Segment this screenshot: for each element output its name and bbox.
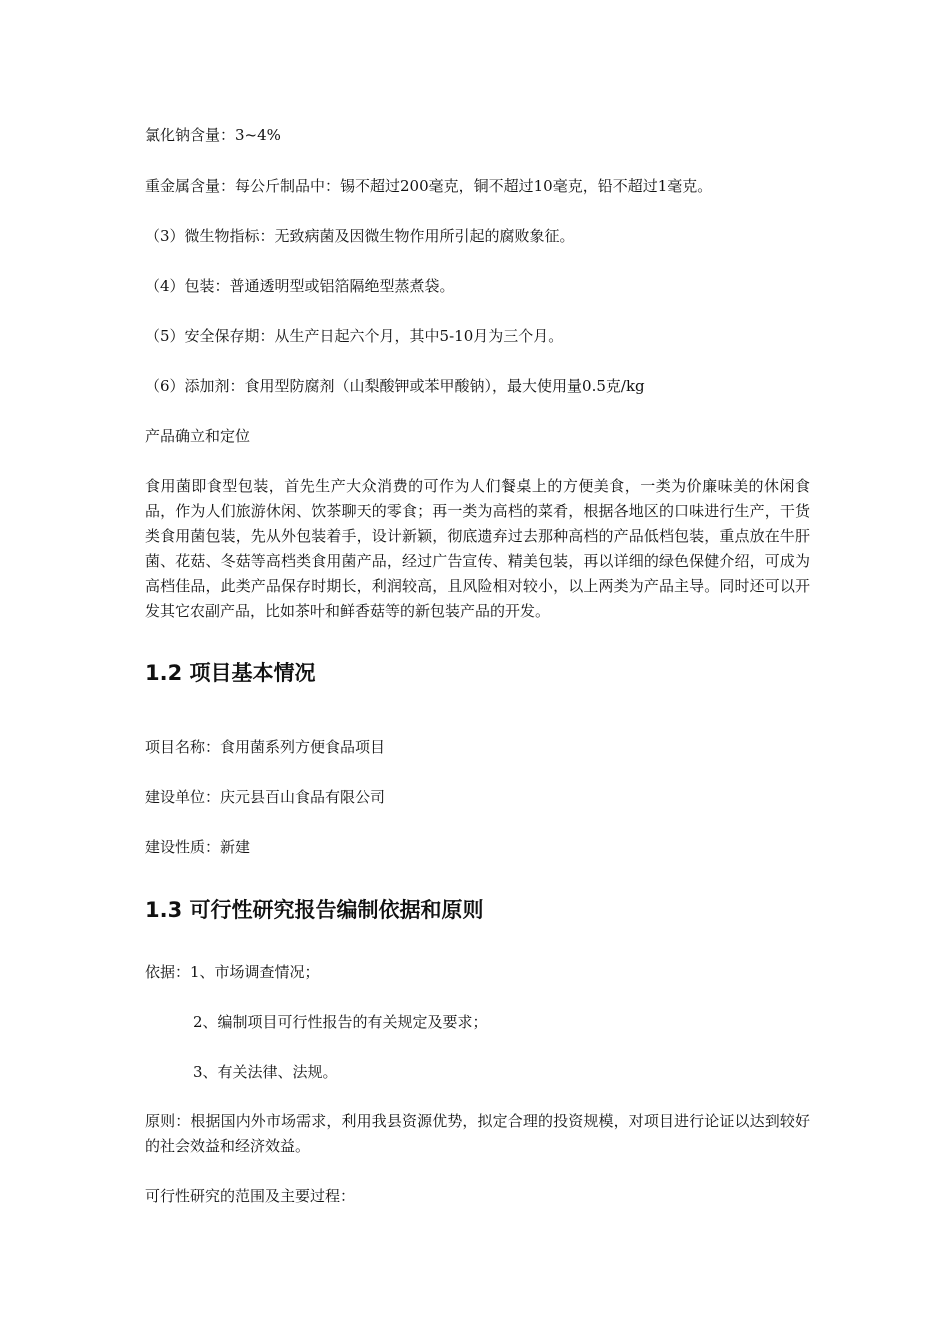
principle-paragraph: 原则：根据国内外市场需求，利用我县资源优势，拟定合理的投资规模，对项目进行论证以达到较好的社会效益和经济效益。 (145, 1112, 810, 1155)
basis-item-1: 依据：1、市场调查情况； (145, 963, 320, 981)
project-name-line: 项目名称：食用菌系列方便食品项目 (145, 738, 386, 756)
scope-line: 可行性研究的范围及主要过程： (145, 1187, 356, 1205)
builder-line: 建设单位：庆元县百山食品有限公司 (145, 788, 386, 806)
additive-line: （6）添加剂：食用型防腐剂（山梨酸钾或苯甲酸钠），最大使用量0.5克/kg (145, 377, 645, 395)
shelf-life-line: （5）安全保存期：从生产日起六个月，其中5-10月为三个月。 (145, 327, 564, 345)
product-positioning-body: 食用菌即食型包装，首先生产大众消费的可作为人们餐桌上的方便美食，一类为价廉味美的休闲食品，作为人们旅游休闲、饮茶聊天的零食；再一类为高档的菜肴，根据各地区的口味进行生产，干货类食用菌包装，先从外包装着手，设计新颖，彻底遗弃过去那种高档的产品低档包装，重点放在牛肝菌、花菇、冬菇等高档类食用菌产品，经过广告宣传、精美包装，再以详细的绿色保健介绍，可成为高档佳品，此类产品保存时期长，利润较高，且风险相对较小，以上两类为产品主导。同时还可以开发其它农副产品，比如茶叶和鲜香菇等的新包装产品的开发。 (145, 477, 810, 620)
heavy-metal-line: 重金属含量：每公斤制品中：锡不超过200毫克，铜不超过10毫克，铅不超过1毫克。 (145, 177, 713, 195)
construction-nature-line: 建设性质：新建 (145, 838, 251, 856)
product-positioning-title: 产品确立和定位 (145, 427, 251, 445)
section-1-2-heading: 1.2 项目基本情况 (145, 661, 316, 685)
nacl-content-line: 氯化钠含量：3~4% (145, 126, 281, 144)
packaging-line: （4）包装：普通透明型或铝箔隔绝型蒸煮袋。 (145, 277, 455, 295)
basis-item-3: 3、有关法律、法规。 (193, 1063, 338, 1081)
microbe-indicator-line: （3）微生物指标：无致病菌及因微生物作用所引起的腐败象征。 (145, 227, 575, 245)
basis-item-2: 2、编制项目可行性报告的有关规定及要求； (193, 1013, 488, 1031)
section-1-3-heading: 1.3 可行性研究报告编制依据和原则 (145, 898, 484, 922)
